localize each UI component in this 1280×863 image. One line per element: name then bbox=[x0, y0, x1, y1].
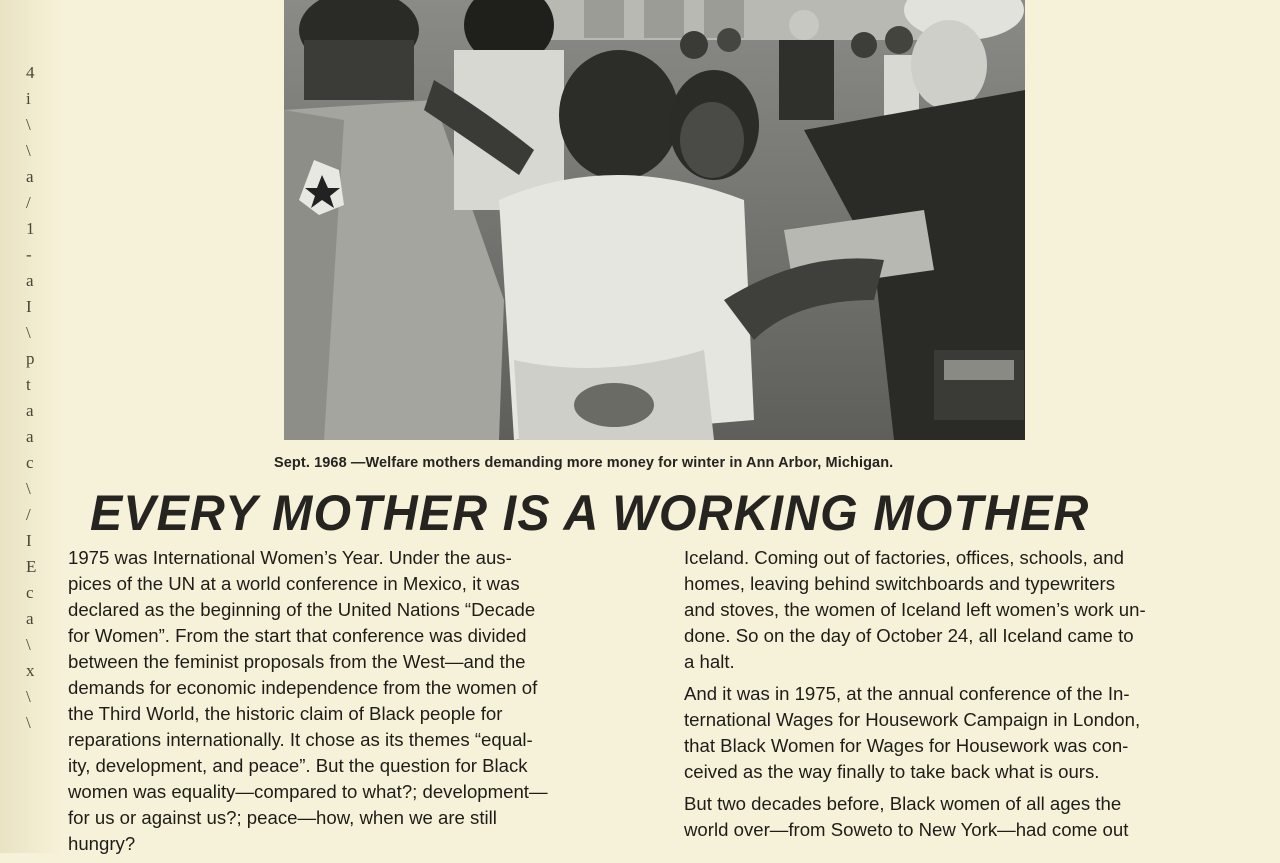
edge-fragment: a bbox=[26, 609, 34, 628]
edge-fragment: a bbox=[26, 401, 34, 420]
text-line: and stoves, the women of Iceland left women’s work un- bbox=[684, 599, 1146, 620]
text-line: reparations internationally. It chose as its themes “equal- bbox=[68, 729, 533, 750]
text-line: between the feminist proposals from the West—and the bbox=[68, 651, 526, 672]
edge-fragment: a bbox=[26, 427, 34, 446]
left-column bbox=[68, 545, 653, 863]
edge-fragment: c bbox=[26, 453, 34, 472]
left-paragraph-1 bbox=[68, 545, 653, 857]
protest-photograph bbox=[284, 0, 1025, 440]
text-line: ity, development, and peace”. But the question for Black bbox=[68, 755, 528, 776]
headline: EVERY MOTHER IS A WORKING MOTHER bbox=[90, 485, 1090, 541]
edge-fragment: / bbox=[26, 193, 31, 212]
text-line: declared as the beginning of the United Nations “Decade bbox=[68, 599, 536, 620]
edge-fragment: p bbox=[26, 349, 35, 368]
right-paragraph-1 bbox=[684, 545, 1244, 675]
edge-fragment: 1 bbox=[26, 219, 35, 238]
edge-fragment: \ bbox=[26, 479, 31, 498]
text-line: hungry? bbox=[68, 833, 136, 854]
text-line: But two decades before, Black women of all ages the bbox=[684, 793, 1122, 814]
edge-fragment: \ bbox=[26, 141, 31, 160]
text-line: ternational Wages for Housework Campaign in London, bbox=[684, 709, 1141, 730]
text-line: ceived as the way finally to take back what is ours. bbox=[684, 761, 1100, 782]
edge-fragment: \ bbox=[26, 323, 31, 342]
text-line: 1975 was International Women’s Year. Under the aus- bbox=[68, 547, 512, 568]
right-paragraph-3 bbox=[684, 791, 1244, 843]
text-line: for Women”. From the start that conference was divided bbox=[68, 625, 527, 646]
text-line: for us or against us?; peace—how, when we are still bbox=[68, 807, 497, 828]
edge-fragment: / bbox=[26, 505, 31, 524]
edge-text-fragments bbox=[26, 60, 46, 736]
edge-fragment: \ bbox=[26, 713, 31, 732]
text-line: a halt. bbox=[684, 651, 735, 672]
edge-fragment: I bbox=[26, 297, 32, 316]
photo-caption: Sept. 1968 —Welfare mothers demanding more money for winter in Ann Arbor, Michigan. bbox=[274, 455, 894, 471]
text-line: world over—from Soweto to New York—had come out bbox=[684, 819, 1129, 840]
edge-fragment: a bbox=[26, 271, 34, 290]
text-line: done. So on the day of October 24, all Iceland came to bbox=[684, 625, 1134, 646]
text-line: homes, leaving behind switchboards and typewriters bbox=[684, 573, 1115, 594]
edge-fragment: i bbox=[26, 89, 31, 108]
text-line: And it was in 1975, at the annual conference of the In- bbox=[684, 683, 1130, 704]
edge-fragment: t bbox=[26, 375, 31, 394]
text-line: the Third World, the historic claim of Black people for bbox=[68, 703, 503, 724]
edge-fragment: 4 bbox=[26, 63, 35, 82]
edge-fragment: - bbox=[26, 245, 32, 264]
text-line: pices of the UN at a world conference in Mexico, it was bbox=[68, 573, 520, 594]
right-column bbox=[684, 545, 1244, 849]
text-line: women was equality—compared to what?; development— bbox=[68, 781, 548, 802]
edge-fragment: \ bbox=[26, 687, 31, 706]
edge-fragment: I bbox=[26, 531, 32, 550]
text-line: that Black Women for Wages for Housework was con- bbox=[684, 735, 1129, 756]
edge-fragment: a bbox=[26, 167, 34, 186]
text-line: demands for economic independence from the women of bbox=[68, 677, 538, 698]
edge-fragment: \ bbox=[26, 635, 31, 654]
edge-fragment: c bbox=[26, 583, 34, 602]
text-line: Iceland. Coming out of factories, offices, schools, and bbox=[684, 547, 1124, 568]
edge-fragment: \ bbox=[26, 115, 31, 134]
edge-fragment: x bbox=[26, 661, 35, 680]
edge-fragment: E bbox=[26, 557, 37, 576]
right-paragraph-2 bbox=[684, 681, 1244, 785]
